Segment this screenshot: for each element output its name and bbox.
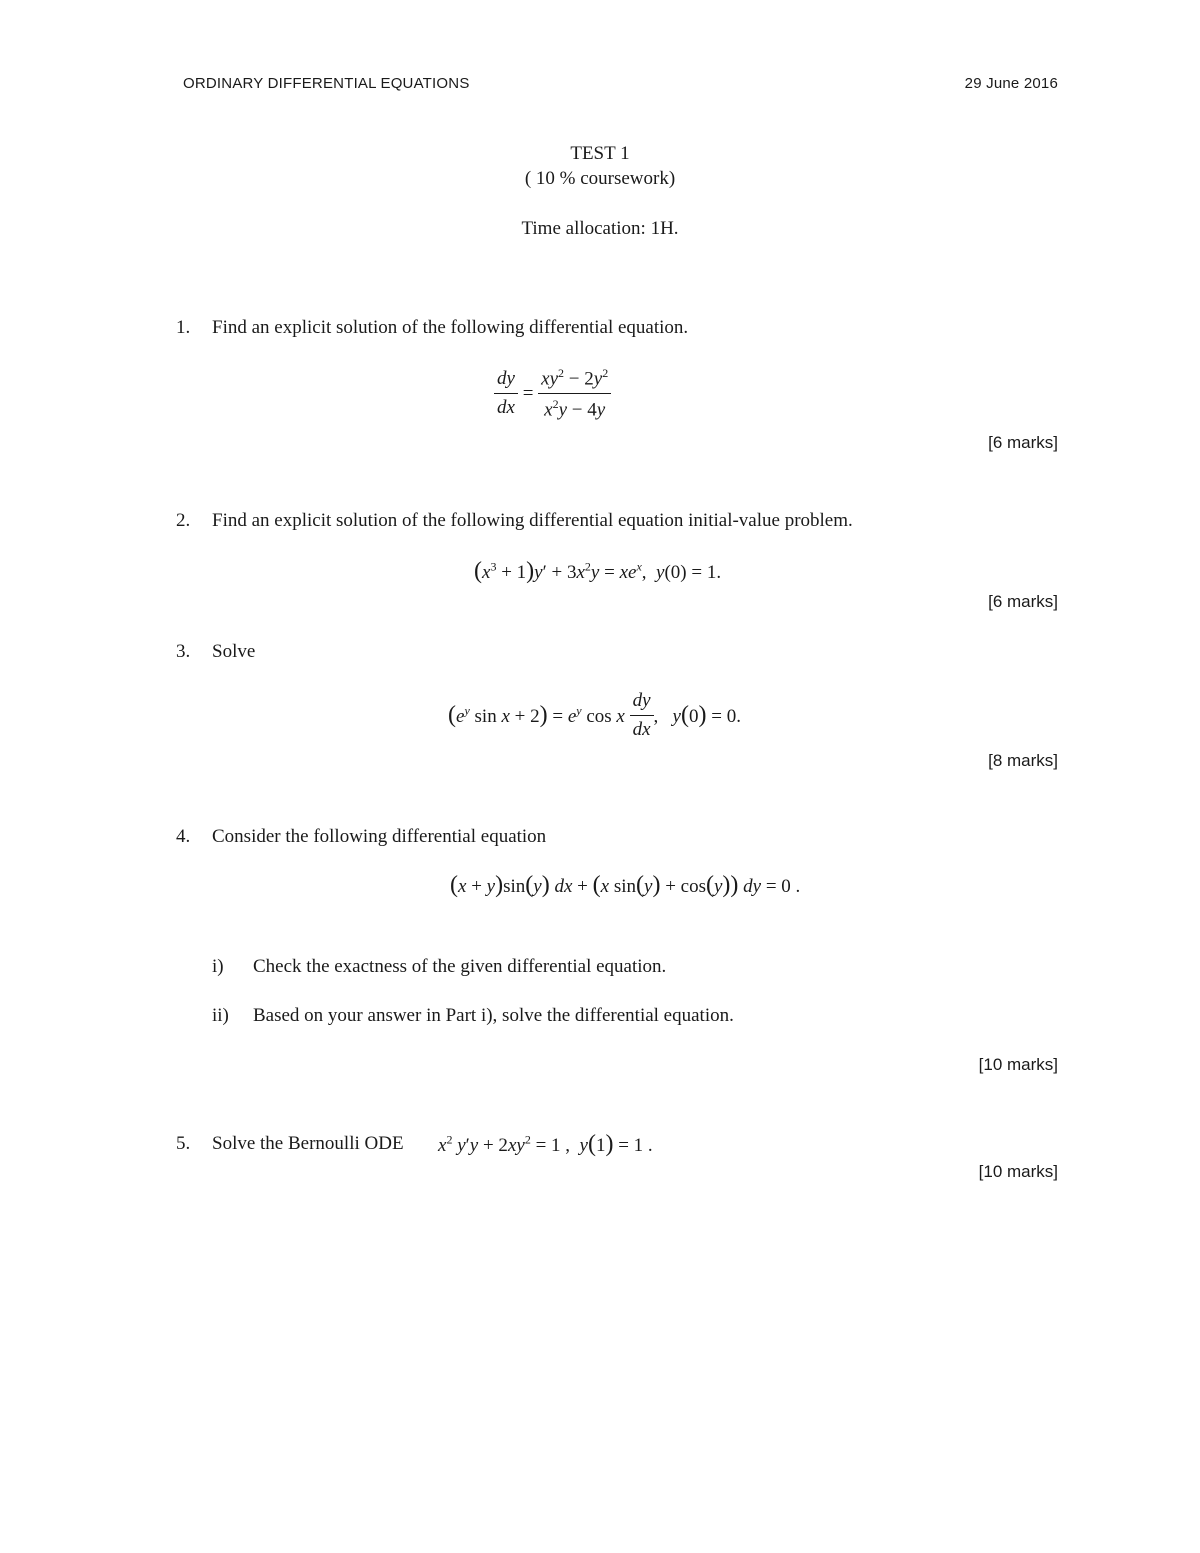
question-4-part-ii-label: ii) (212, 1005, 229, 1026)
question-4-marks: [10 marks] (978, 1055, 1058, 1074)
question-1-equation: $\frac{dy}{dx}$ = $\frac{xy^2 - 2y^2}{x^2y - 4y}$ (494, 366, 611, 422)
test-weight: ( 10 % coursework) (524, 168, 676, 189)
question-5-number: 5. (176, 1133, 191, 1154)
question-4-part-i-text: Check the exactness of the given differential equation. (253, 956, 667, 977)
question-4-number: 4. (176, 826, 191, 847)
test-title: TEST 1 (570, 143, 630, 164)
question-5-text: Solve the Bernoulli ODE (212, 1133, 404, 1154)
exam-date: 29 June 2016 (964, 75, 1058, 92)
question-1-number: 1. (176, 317, 191, 338)
question-2-text: Find an explicit solution of the following differential equation initial-value problem. (212, 510, 853, 531)
question-3-number: 3. (176, 641, 191, 662)
question-5-marks: [10 marks] (978, 1162, 1058, 1181)
question-3-text: Solve (212, 641, 256, 662)
question-4-part-i-label: i) (212, 956, 224, 977)
question-2-number: 2. (176, 510, 191, 531)
question-3-marks: [8 marks] (988, 751, 1058, 770)
question-2-marks: [6 marks] (988, 592, 1058, 611)
question-4-part-ii-text: Based on your answer in Part i), solve the differential equation. (253, 1005, 734, 1026)
course-title: ORDINARY DIFFERENTIAL EQUATIONS (183, 75, 470, 92)
question-5-equation: $x^2$ $y'y + 2xy^2 = 1$ , y(1) = 1 . (438, 1131, 653, 1157)
question-4-equation: (x + y)sin(y) dx + (x sin(y) + cos(y)) dy = 0 . (450, 872, 801, 898)
question-1-text: Find an explicit solution of the following differential equation. (212, 317, 689, 338)
time-allocation: Time allocation: 1H. (521, 218, 679, 239)
question-1-marks: [6 marks] (988, 433, 1058, 452)
question-2-equation: $(x^3 + 1)y' + 3x^2y = xe^x$, y(0) = 1. (474, 558, 722, 584)
question-4-text: Consider the following differential equation (212, 826, 547, 847)
question-3-equation: ($e^y$ $\sin x + 2) = e^y$ cos x $\frac{dy}{dx}$ , y(0) = 0. (448, 690, 741, 740)
